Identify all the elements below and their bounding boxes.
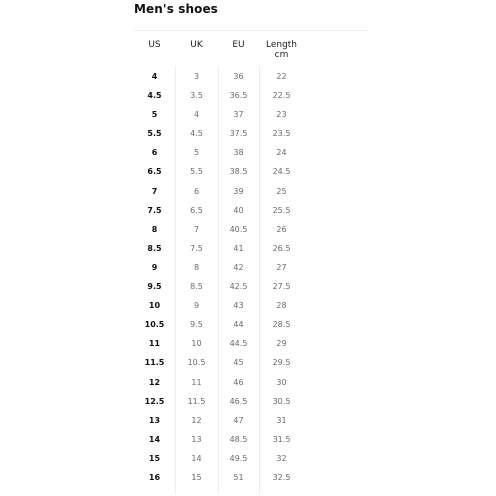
cell-uk: 6.5 [190,205,203,215]
cell-length-cm: 29 [276,339,287,349]
cell-eu: 36 [233,72,244,81]
cell-eu: 40.5 [229,224,248,234]
cell-us: 9.5 [147,282,162,292]
table-row [134,356,368,375]
cell-eu: 38.5 [229,167,248,177]
title-divider [134,30,368,31]
cell-us: 14 [148,434,161,444]
cell-us: 10 [148,301,161,311]
table-row [134,223,368,242]
cell-eu: 42.5 [229,282,248,292]
cell-length-cm: 28 [276,301,287,311]
cell-us: 4.5 [147,91,162,101]
cell-eu: 42 [233,262,244,272]
cell-length-cm: 31 [276,415,287,425]
table-row [134,70,368,89]
cell-length-cm: 32.5 [272,472,291,482]
cell-us: 6.5 [147,167,162,177]
cell-eu: 46 [233,377,244,387]
cell-eu: 37.5 [229,129,248,139]
table-row [134,89,368,108]
table-row [134,204,368,223]
header-eu: EU [232,40,245,50]
table-row [134,165,368,184]
cell-eu: 41 [233,243,244,253]
table-row [134,376,368,395]
cell-uk: 11 [191,377,202,387]
cell-us: 13 [148,415,161,425]
cell-length-cm: 30.5 [272,396,291,406]
cell-us: 7 [151,186,158,196]
cell-uk: 10 [191,339,202,349]
cell-uk: 8.5 [190,282,203,292]
cell-length-cm: 24.5 [272,167,291,177]
cell-eu: 44 [233,320,244,330]
cell-length-cm: 28.5 [272,320,291,330]
table-row [134,127,368,146]
cell-uk: 6 [193,186,200,196]
cell-length-cm: 25.5 [272,205,291,215]
cell-length-cm: 22.5 [272,91,291,101]
cell-length-cm: 26 [276,224,287,234]
cell-uk: 14 [191,453,202,463]
header-uk: UK [190,40,203,50]
page-title: Men's shoes [134,2,218,16]
cell-uk: 3 [193,72,200,81]
cell-length-cm: 31.5 [272,434,291,444]
cell-eu: 51 [233,472,244,482]
cell-uk: 4 [193,110,200,120]
header-us: US [148,40,161,50]
cell-uk: 7.5 [190,243,203,253]
size-table-body [134,70,368,490]
cell-us: 4 [151,72,158,81]
cell-uk: 4.5 [190,129,203,139]
cell-eu: 36.5 [229,91,248,101]
cell-eu: 39 [233,186,244,196]
table-row [134,242,368,261]
cell-length-cm: 23.5 [272,129,291,139]
cell-us: 7.5 [147,205,162,215]
cell-length-cm: 26.5 [272,243,291,253]
cell-us: 8 [151,224,158,234]
cell-eu: 48.5 [229,434,248,444]
cell-eu: 37 [233,110,244,120]
table-row [134,280,368,299]
cell-uk: 7 [193,224,200,234]
cell-length-cm: 24 [276,148,287,158]
cell-eu: 46.5 [229,396,248,406]
cell-uk: 9 [193,301,200,311]
header-length-cm: Length cm [265,40,298,60]
table-row [134,146,368,165]
cell-eu: 49.5 [229,453,248,463]
cell-uk: 15 [191,472,202,482]
cell-us: 10.5 [144,320,165,330]
cell-uk: 5 [193,148,200,158]
cell-length-cm: 23 [276,110,287,120]
cell-us: 11 [148,339,161,349]
cell-uk: 11.5 [187,396,206,406]
cell-us: 5 [151,110,158,120]
cell-uk: 9.5 [190,320,203,330]
cell-eu: 40 [233,205,244,215]
table-row [134,471,368,490]
cell-us: 11.5 [144,358,165,368]
cell-us: 12.5 [144,396,165,406]
cell-uk: 13 [191,434,202,444]
cell-us: 12 [148,377,161,387]
cell-us: 6 [151,148,158,158]
cell-length-cm: 29.5 [272,358,291,368]
cell-us: 8.5 [147,243,162,253]
table-header [134,40,368,60]
cell-uk: 5.5 [190,167,203,177]
table-row [134,108,368,127]
table-row [134,452,368,471]
cell-eu: 47 [233,415,244,425]
cell-length-cm: 30 [276,377,287,387]
table-row [134,299,368,318]
cell-length-cm: 25 [276,186,287,196]
cell-length-cm: 32 [276,453,287,463]
table-row [134,414,368,433]
cell-eu: 45 [233,358,244,368]
cell-length-cm: 22 [276,72,287,81]
cell-us: 16 [148,472,161,482]
table-row [134,318,368,337]
cell-uk: 3.5 [190,91,203,101]
cell-uk: 8 [193,262,200,272]
cell-us: 9 [151,262,158,272]
cell-us: 15 [148,453,161,463]
cell-uk: 10.5 [187,358,206,368]
cell-eu: 38 [233,148,244,158]
table-row [134,261,368,280]
table-row [134,337,368,356]
table-row [134,395,368,414]
cell-length-cm: 27 [276,262,287,272]
table-row [134,185,368,204]
cell-us: 5.5 [147,129,162,139]
cell-length-cm: 27.5 [272,282,291,292]
cell-eu: 43 [233,301,244,311]
table-row [134,433,368,452]
cell-uk: 12 [191,415,202,425]
cell-eu: 44.5 [229,339,248,349]
